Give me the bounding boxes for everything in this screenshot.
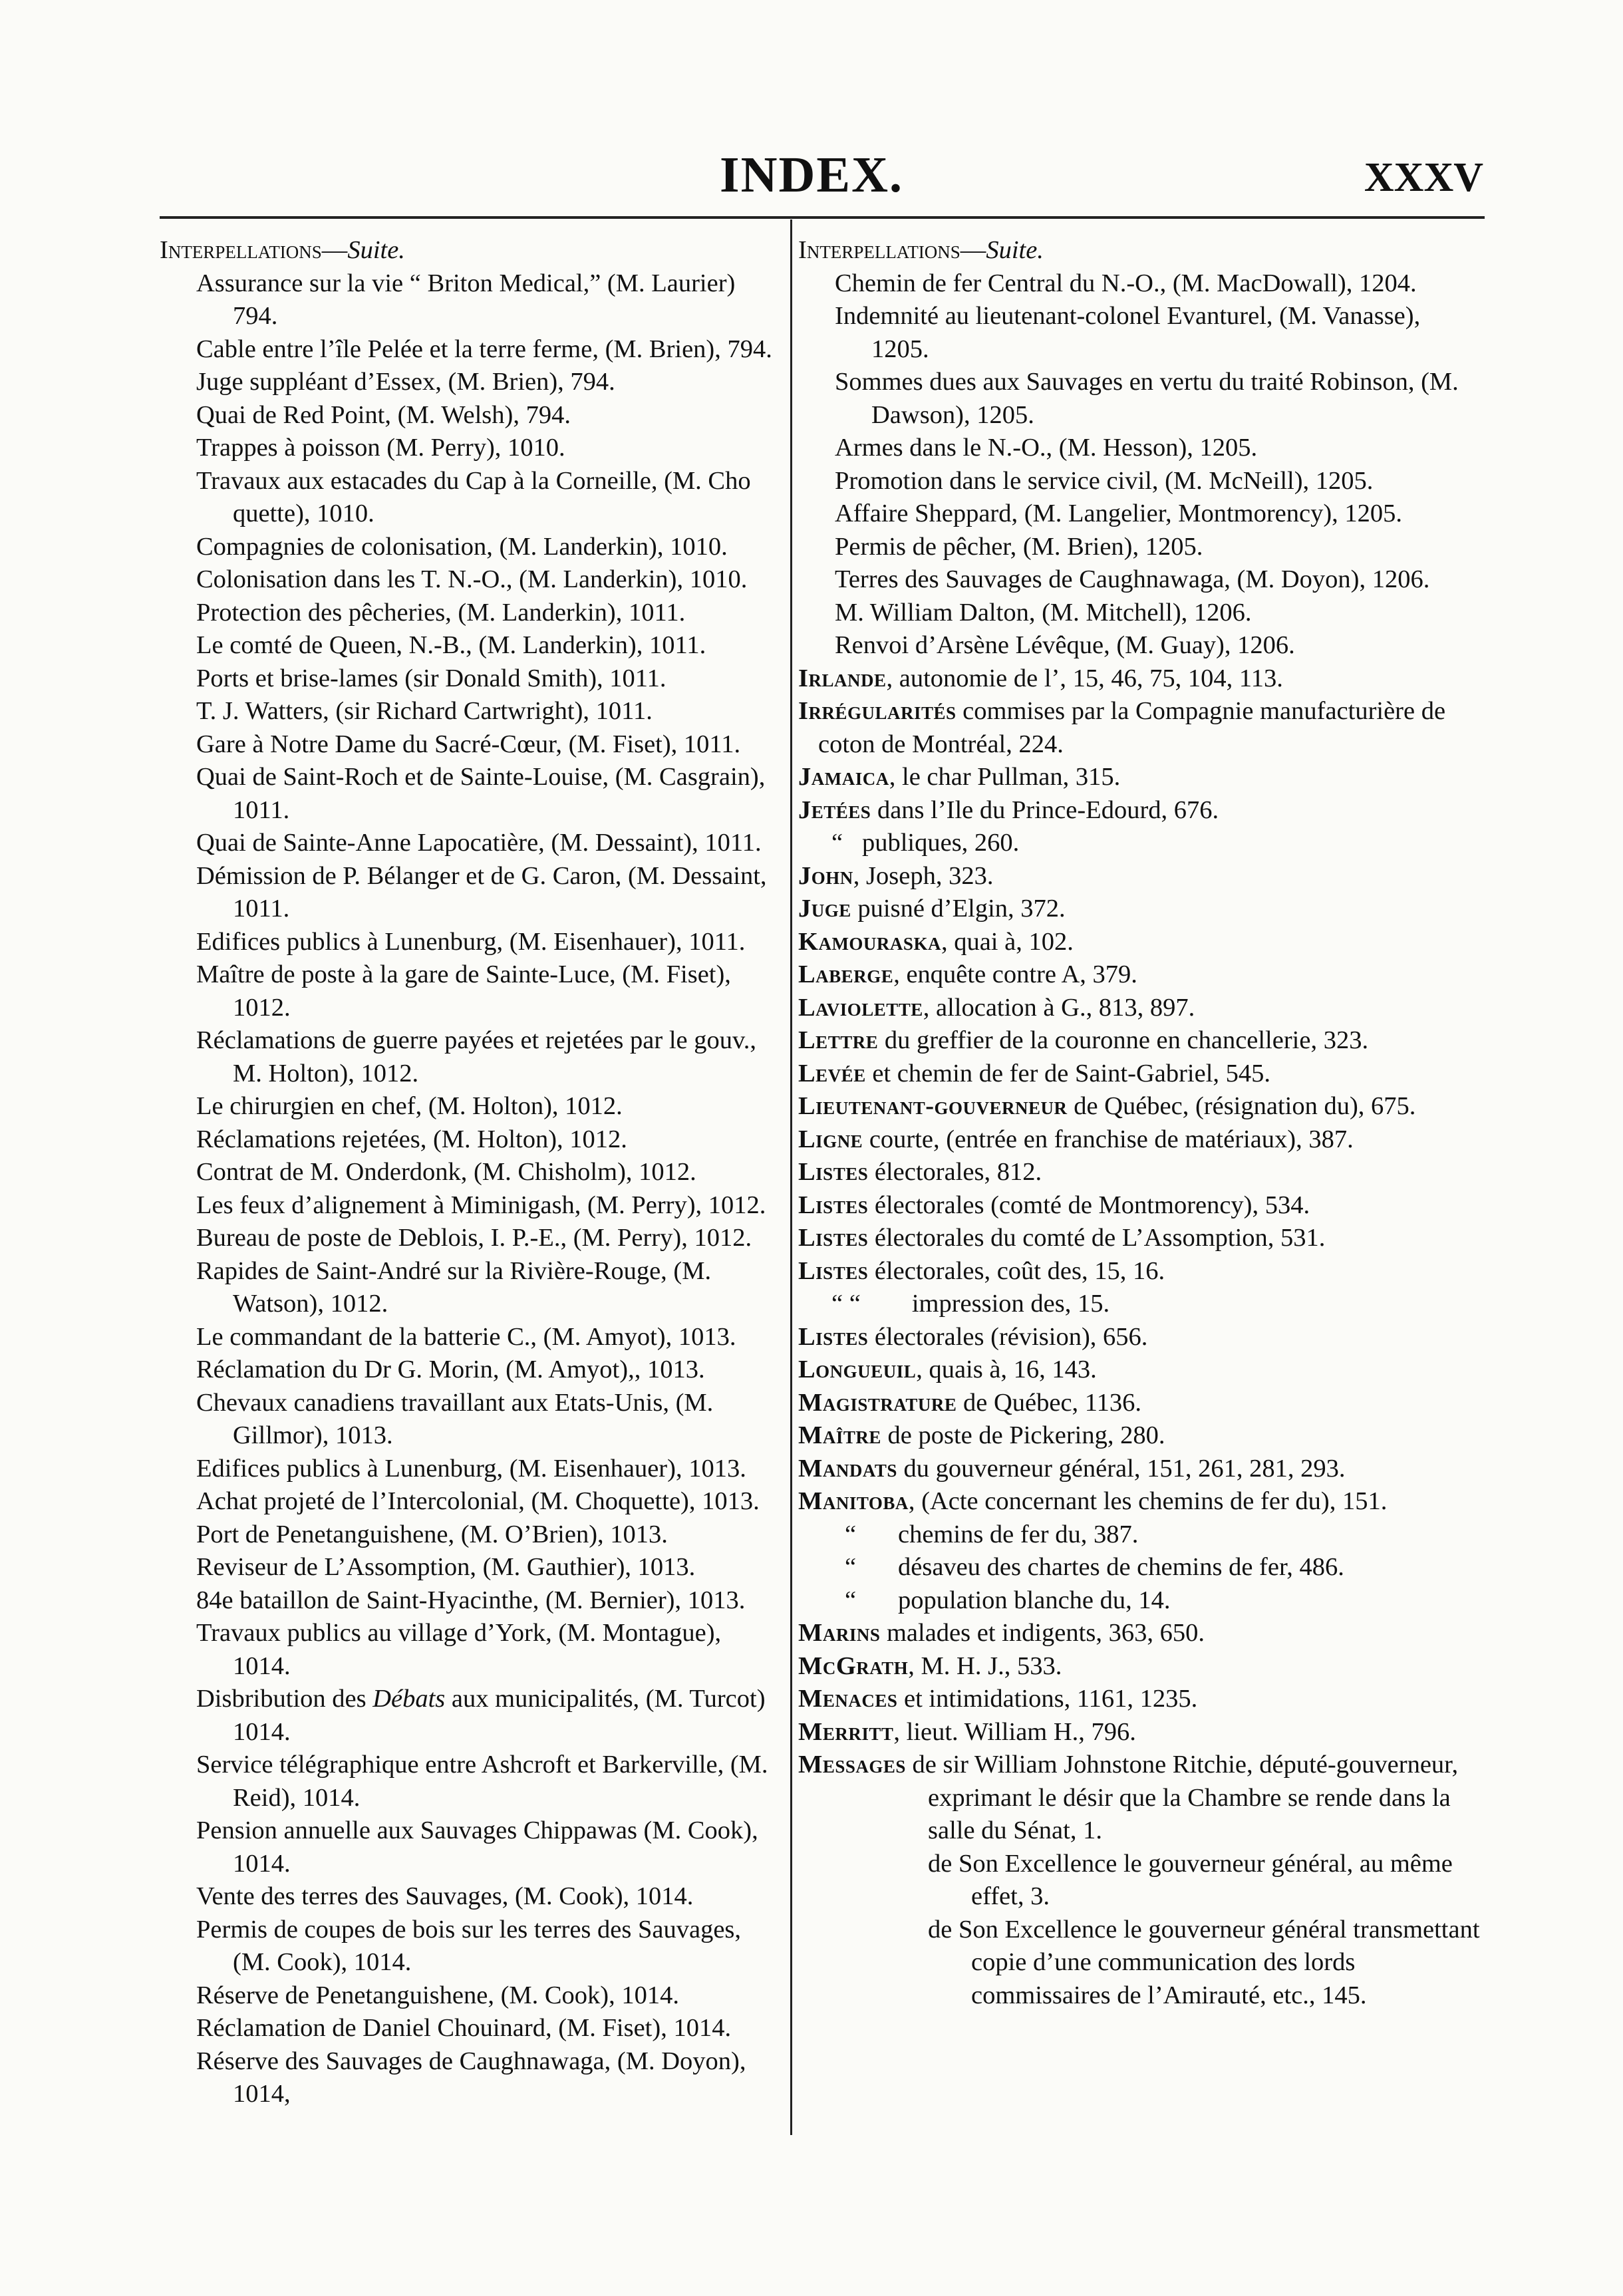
index-entry: Chevaux canadiens travaillant aux Etats-Unis, (M. Gillmor), 1013. (196, 1388, 714, 1449)
ditto-subentry (798, 1518, 1483, 1552)
index-entry: Quai de Red Point, (M. Welsh), 794. (196, 400, 571, 429)
topic-keyword: Longueuil (798, 1356, 917, 1383)
topic-keyword: Laviolette (798, 993, 923, 1022)
ditto-subentry (798, 1551, 1483, 1584)
topic-entry (798, 1617, 1483, 1650)
ditto-entry-jetees: “ publiques, 260. (831, 829, 1020, 857)
subentry-text: chemins de fer du, 387. (898, 1520, 1139, 1548)
index-entry: Réclamation du Dr G. Morin, (M. Amyot),, 1013. (196, 1356, 705, 1383)
topic-keyword: Merritt (798, 1717, 894, 1746)
topic-text: , quai à, 102. (941, 927, 1074, 956)
topic-entry (798, 893, 1483, 926)
ditto-entry-listes: “ “ impression des, 15. (831, 1290, 1110, 1318)
index-entry: Edifices publics à Lunenburg, (M. Eisenhauer), 1011. (196, 927, 746, 956)
header-rule (160, 216, 1485, 219)
topic-keyword: Listes (798, 1158, 869, 1186)
topic-entry (798, 992, 1483, 1025)
right-column-heading: Interpellations—Suite. (798, 236, 1044, 264)
index-entry: Réserve des Sauvages de Caughnawaga, (M. Doyon), 1014, (196, 2047, 746, 2108)
index-entry: Armes dans le N.-O., (M. Hesson), 1205. (835, 434, 1258, 462)
topic-entry (798, 1716, 1483, 1749)
index-entry: Pension annuelle aux Sauvages Chippawas (M. Cook), 1014. (196, 1816, 758, 1878)
ditto-mark: “ (845, 1553, 857, 1581)
left-column (160, 234, 785, 2111)
topic-entry (798, 695, 1483, 761)
index-entry: 84e bataillon de Saint-Hyacinthe, (M. Bernier), 1013. (196, 1586, 746, 1614)
index-entry: Cable entre l’île Pelée et la terre ferme, (M. Brien), 794. (196, 335, 772, 363)
topic-keyword: Laberge (798, 960, 894, 988)
index-entry: Indemnité au lieutenant-colonel Evanturel, (M. Vanasse), 1205. (835, 302, 1421, 363)
topic-entry (798, 1156, 1483, 1189)
index-entry: Compagnies de colonisation, (M. Landerkin), 1010. (196, 532, 728, 561)
topic-keyword: Lettre (798, 1026, 879, 1054)
index-entry: Port de Penetanguishene, (M. O’Brien), 1013. (196, 1520, 668, 1548)
index-entry: T. J. Watters, (sir Richard Cartwright), 1011. (196, 697, 653, 725)
index-entry: Promotion dans le service civil, (M. McNeill), 1205. (835, 466, 1374, 495)
index-entry: Quai de Saint-Roch et de Sainte-Louise, (M. Casgrain), 1011. (196, 763, 766, 824)
topic-keyword: McGrath (798, 1651, 909, 1680)
topic-entry (798, 1485, 1483, 1518)
topic-entry (798, 1387, 1483, 1420)
index-entry: Edifices publics à Lunenburg, (M. Eisenhauer), 1013. (196, 1454, 746, 1483)
index-entry: Achat projeté de l’Intercolonial, (M. Choquette), 1013. (196, 1487, 760, 1515)
index-entry: Démission de P. Bélanger et de G. Caron, (M. Dessaint, 1011. (196, 861, 767, 923)
right-interpellation-list (798, 267, 1483, 662)
messages-subentries (798, 1848, 1483, 2013)
index-entry: M. William Dalton, (M. Mitchell), 1206. (835, 598, 1252, 627)
ditto-mark: “ (845, 1586, 857, 1614)
topic-keyword: Magistrature (798, 1388, 957, 1417)
topic-keyword: Ligne (798, 1125, 863, 1153)
index-entry: Quai de Sainte-Anne Lapocatière, (M. Dessaint), 1011. (196, 829, 762, 857)
index-entry: Contrat de M. Onderdonk, (M. Chisholm), 1012. (196, 1158, 696, 1186)
topic-text: commises par la Compagnie manufacturière de coton de Montréal, 224. (818, 697, 1446, 758)
topic-entry (798, 1255, 1483, 1288)
topic-text: , allocation à G., 813, 897. (923, 993, 1195, 1022)
topic-text: puisné d’Elgin, 372. (851, 895, 1066, 923)
messages-subentry: de Son Excellence le gouverneur général transmettant copie d’une communication des lords commissaires de l’Amirauté, etc., 145. (928, 1915, 1480, 2009)
index-entry: Juge suppléant d’Essex, (M. Brien), 794. (196, 368, 615, 396)
topic-text: dans l’Ile du Prince-Edourd, 676. (871, 795, 1219, 824)
topic-entry (798, 958, 1483, 992)
index-entry: Renvoi d’Arsène Lévêque, (M. Guay), 1206. (835, 631, 1295, 659)
topic-text: , Joseph, 323. (853, 861, 994, 890)
topic-text: et intimidations, 1161, 1235. (897, 1685, 1198, 1713)
topic-keyword: Menaces (798, 1685, 898, 1713)
topic-entry (798, 1453, 1483, 1486)
topic-text: et chemin de fer de Saint-Gabriel, 545. (865, 1059, 1271, 1087)
topic-list-4 (798, 1617, 1483, 1749)
index-entry: Affaire Sheppard, (M. Langelier, Montmorency), 1205. (835, 500, 1403, 527)
index-entry: Reviseur de L’Assomption, (M. Gauthier), 1013. (196, 1553, 696, 1581)
ditto-subentry (798, 1584, 1483, 1618)
index-entry: Gare à Notre Dame du Sacré-Cœur, (M. Fiset), 1011. (196, 730, 741, 758)
index-entry: Bureau de poste de Deblois, I. P.-E., (M. Perry), 1012. (196, 1224, 752, 1252)
topic-keyword: Jamaica (798, 763, 889, 791)
topic-text: électorales, 812. (868, 1158, 1042, 1186)
index-entry: Rapides de Saint-André sur la Rivière-Rouge, (M. Watson), 1012. (196, 1256, 712, 1318)
topic-entry (798, 1419, 1483, 1453)
right-column (798, 234, 1483, 2012)
index-entry: Sommes dues aux Sauvages en vertu du traité Robinson, (M. Dawson), 1205. (835, 368, 1459, 429)
topic-keyword: Levée (798, 1059, 866, 1087)
index-entry: Travaux publics au village d’York, (M. Montague), 1014. (196, 1619, 722, 1680)
topic-text: , M. H. J., 533. (908, 1651, 1062, 1680)
index-entry: Colonisation dans les T. N.-O., (M. Landerkin), 1010. (196, 565, 748, 593)
page-title: INDEX. (720, 147, 903, 203)
index-entry: Trappes à poisson (M. Perry), 1010. (196, 434, 565, 462)
topic-keyword: Maître (798, 1421, 881, 1449)
topic-keyword: Listes (798, 1191, 869, 1219)
topic-entry (798, 761, 1483, 794)
topic-keyword: Manitoba (798, 1487, 909, 1515)
topic-text: de poste de Pickering, 280. (881, 1421, 1165, 1449)
topic-entry-messages: Messages de sir William Johnstone Ritchie, député-gouverneur, exprimant le désir que la Chambre se rende dans la salle du Sénat, 1. (798, 1751, 1459, 1844)
topic-entry (798, 1058, 1483, 1091)
index-entry: Assurance sur la vie “ Briton Medical,” (M. Laurier) 794. (196, 269, 736, 330)
topic-keyword: Lieutenant-gouverneur (798, 1092, 1068, 1120)
index-entry: Chemin de fer Central du N.-O., (M. MacDowall), 1204. (835, 269, 1417, 297)
index-entry: Maître de poste à la gare de Sainte-Luce, (M. Fiset), 1012. (196, 960, 731, 1022)
subentry-text: désaveu des chartes de chemins de fer, 486. (898, 1553, 1344, 1581)
page-number: XXXV (1364, 155, 1483, 200)
index-entry: Ports et brise-lames (sir Donald Smith), 1011. (196, 664, 666, 692)
topic-list (798, 662, 1483, 827)
topic-keyword: Marins (798, 1619, 881, 1647)
column-divider (790, 219, 792, 2135)
topic-text: , quais à, 16, 143. (916, 1356, 1097, 1383)
topic-keyword: Listes (798, 1256, 869, 1285)
topic-keyword: John (798, 861, 853, 890)
topic-keyword: Listes (798, 1322, 869, 1351)
manitoba-subentries (798, 1518, 1483, 1618)
topic-entry (798, 662, 1483, 696)
ditto-mark: “ (845, 1520, 857, 1548)
topic-text: du greffier de la couronne en chancellerie, 323. (878, 1026, 1369, 1054)
topic-text: , (Acte concernant les chemins de fer du), 151. (908, 1487, 1388, 1515)
left-entry-list (160, 267, 785, 1683)
index-entry-debats: Disbribution des Débats aux municipalités, (M. Turcot) 1014. (196, 1685, 766, 1746)
index-entry: Vente des terres des Sauvages, (M. Cook), 1014. (196, 1882, 694, 1910)
topic-text: malades et indigents, 363, 650. (880, 1619, 1205, 1647)
topic-entry (798, 1189, 1483, 1222)
topic-text: électorales du comté de L’Assomption, 531. (868, 1224, 1326, 1252)
topic-entry (798, 1650, 1483, 1683)
topic-text: électorales (comté de Montmorency), 534. (868, 1191, 1310, 1219)
index-entry: Réclamations rejetées, (M. Holton), 1012. (196, 1125, 627, 1153)
topic-text: du gouverneur général, 151, 261, 281, 293. (897, 1454, 1346, 1483)
topic-entry (798, 1090, 1483, 1123)
topic-text: électorales, coût des, 15, 16. (868, 1256, 1165, 1285)
topic-text: courte, (entrée en franchise de matériaux), 387. (863, 1125, 1354, 1153)
topic-text: de Québec, 1136. (957, 1388, 1141, 1417)
topic-entry (798, 1123, 1483, 1157)
topic-text: , lieut. William H., 796. (893, 1717, 1136, 1746)
topic-text: , autonomie de l’, 15, 46, 75, 104, 113. (886, 664, 1283, 692)
topic-keyword: Kamouraska (798, 927, 941, 956)
topic-keyword: Listes (798, 1224, 869, 1252)
topic-keyword: Irlande (798, 664, 887, 692)
index-entry: Protection des pêcheries, (M. Landerkin), 1011. (196, 598, 686, 627)
topic-list-2 (798, 860, 1483, 1288)
subentry-text: population blanche du, 14. (898, 1586, 1171, 1614)
index-entry: Travaux aux estacades du Cap à la Corneille, (M. Cho quette), 1010. (196, 466, 751, 527)
topic-entry (798, 1321, 1483, 1354)
index-entry: Réclamation de Daniel Chouinard, (M. Fiset), 1014. (196, 2014, 732, 2042)
index-entry: Service télégraphique entre Ashcroft et Barkerville, (M. Reid), 1014. (196, 1751, 768, 1812)
messages-subentry: de Son Excellence le gouverneur général, au même effet, 3. (928, 1849, 1453, 1910)
index-entry: Réclamations de guerre payées et rejetées par le gouv., M. Holton), 1012. (196, 1026, 756, 1087)
topic-text: électorales (révision), 656. (868, 1322, 1148, 1351)
index-entry: Réserve de Penetanguishene, (M. Cook), 1014. (196, 1981, 679, 2009)
topic-entry (798, 1024, 1483, 1058)
topic-entry (798, 794, 1483, 827)
topic-text: , enquête contre A, 379. (893, 960, 1137, 988)
index-entry: Les feux d’alignement à Miminigash, (M. Perry), 1012. (196, 1191, 766, 1219)
left-entry-list-continued (160, 1749, 785, 2111)
index-entry: Le chirurgien en chef, (M. Holton), 1012. (196, 1092, 623, 1120)
topic-entry (798, 1354, 1483, 1387)
topic-text: , le char Pullman, 315. (889, 763, 1121, 791)
topic-keyword: Jetées (798, 795, 871, 824)
index-entry: Terres des Sauvages de Caughnawaga, (M. Doyon), 1206. (835, 565, 1430, 593)
index-entry: Permis de pêcher, (M. Brien), 1205. (835, 532, 1203, 561)
topic-entry (798, 1683, 1483, 1716)
topic-entry (798, 860, 1483, 893)
topic-keyword: Juge (798, 895, 851, 923)
left-column-heading: Interpellations—Suite. (160, 236, 405, 264)
topic-list-3 (798, 1321, 1483, 1518)
index-entry: Permis de coupes de bois sur les terres des Sauvages, (M. Cook), 1014. (196, 1915, 742, 1976)
topic-keyword: Irrégularités (798, 697, 957, 725)
topic-text: de Québec, (résignation du), 675. (1067, 1092, 1416, 1120)
topic-entry (798, 1222, 1483, 1255)
topic-keyword: Mandats (798, 1454, 897, 1483)
index-entry: Le commandant de la batterie C., (M. Amyot), 1013. (196, 1322, 736, 1351)
index-entry: Le comté de Queen, N.-B., (M. Landerkin), 1011. (196, 631, 706, 659)
topic-entry (798, 926, 1483, 959)
